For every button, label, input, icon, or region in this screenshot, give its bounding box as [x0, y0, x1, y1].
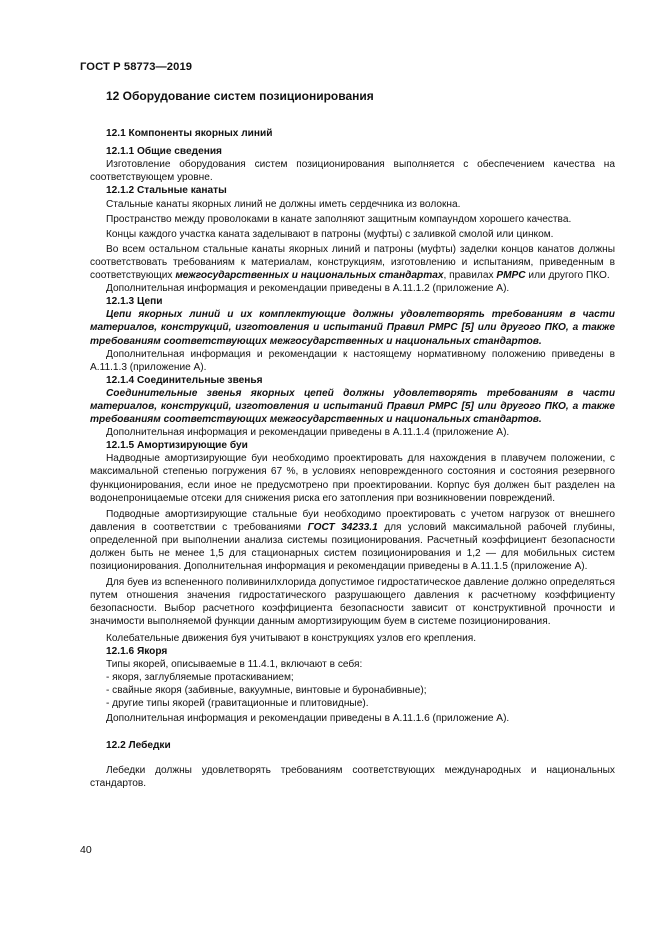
paragraph: Типы якорей, описываемые в 11.4.1, включают в себя: [106, 658, 363, 670]
document-header: ГОСТ Р 58773—2019 [80, 61, 193, 73]
paragraph: Дополнительная информация и рекомендации приведены в А.11.1.6 (приложение А). [106, 713, 510, 725]
paragraph: Лебедки должны удовлетворять требованиям соответствующих международных и национальных стандартов. [90, 765, 615, 790]
paragraph: Колебательные движения буя учитывают в конструкциях узлов его крепления. [106, 632, 477, 644]
subsection-title-12-1: 12.1 Компоненты якорных линий [106, 128, 273, 140]
paragraph: Дополнительная информация и рекомендации приведены в А.11.1.2 (приложение А). [106, 283, 510, 295]
paragraph: Изготовление оборудования систем позиционирования выполняется с обеспечением качества на соответствующем уровне. [90, 159, 615, 184]
text-run: или другого ПКО. [525, 270, 610, 282]
emphasis-text: межгосударственных и национальных стандартах [175, 270, 444, 282]
text-run: , правилах [443, 270, 497, 282]
paragraph: Пространство между проволоками в канате заполняют защитным компаундом хорошего качества. [106, 213, 572, 225]
clause-title-12-1-6: 12.1.6 Якоря [106, 645, 168, 657]
list-item: - другие типы якорей (гравитационные и плитовидные). [106, 698, 369, 710]
clause-title-12-1-5: 12.1.5 Амортизирующие буи [106, 440, 248, 452]
paragraph: Стальные канаты якорных линий не должны иметь сердечника из волокна. [106, 198, 461, 210]
emphasis-paragraph: Соединительные звенья якорных цепей должны удовлетворять требованиям в части материалов, конструкций, изготовления и испытаний Правил РМРС [5] или другого ПКО, а также требованиям соответствующих межгосударственных и национальных стандартов. [90, 387, 615, 426]
paragraph [90, 508, 615, 573]
standard-reference: ГОСТ 34233.1 [307, 521, 378, 533]
paragraph [90, 243, 615, 282]
paragraph: Дополнительная информация и рекомендации приведены в А.11.1.4 (приложение А). [106, 427, 510, 439]
page-content [90, 90, 615, 791]
clause-title-12-1-4: 12.1.4 Соединительные звенья [106, 374, 263, 386]
text-run: для условий максимальной рабочей глубины, определенной при выполнении анализа системы позиционирования. Расчетный коэффициент безопасности должен быть не менее 1,5 для стационарных систем позиционирования и 1,2 — для мобильных систем позиционирования. Дополнительная информация и рекомендации приведены в А.11.1.5 (приложение А). [90, 521, 616, 573]
list-item: - свайные якоря (забивные, вакуумные, винтовые и буронабивные); [106, 684, 427, 696]
paragraph: Для буев из вспененного поливинилхлорида допустимое гидростатическое давление должно определяться путем отношения значения гидростатического разрушающего давления к расчетному коэффициенту безопасности. Выбор расчетного коэффициента безопасности зависит от конструктивной прочности и значимости выполняемой функции данным амортизирующим буем в системе позиционирования. [90, 577, 615, 628]
subsection-title-12-2: 12.2 Лебедки [106, 740, 171, 752]
paragraph: Концы каждого участка каната заделывают в патроны (муфты) с заливкой смолой или цинком. [106, 228, 554, 240]
section-title: 12 Оборудование систем позиционирования [106, 89, 374, 103]
emphasis-paragraph: Цепи якорных линий и их комплектующие должны удовлетворять требованиям в части материалов, конструкций, изготовления и испытаний Правил РМРС [5] или другого ПКО, а также требованиям соответствующих межгосударственных и национальных стандартов. [90, 309, 615, 347]
clause-title-12-1-3: 12.1.3 Цепи [106, 296, 163, 308]
text-run: Подводные амортизирующие стальные буи необходимо проектировать с учетом нагрузок от внешнего давления в соответствии с требованиями [90, 508, 615, 533]
page-number: 40 [80, 844, 92, 856]
clause-title-12-1-2: 12.1.2 Стальные канаты [106, 185, 227, 197]
clause-title-12-1-1: 12.1.1 Общие сведения [106, 146, 222, 158]
emphasis-text: РМРС [496, 270, 526, 282]
paragraph: Дополнительная информация и рекомендации к настоящему нормативному положению приведены в А.11.1.3 (приложение А). [90, 348, 615, 373]
text-run: Во всем остальном стальные канаты якорных линий и патроны (муфты) заделки концов канатов должны соответствовать требованиям к материалам, конструкциям, изготовлению и испытаниям, приведенным в соответствующих [90, 243, 615, 282]
paragraph: Надводные амортизирующие буи необходимо проектировать для нахождения в плавучем положении, с максимальной степенью погружения 67 %, в условиях неповрежденного состояния и состояния резервного функционирования, если иное не предусмотрено при проектировании. Корпус буя должен быт разделен на водонепроницаемые отсеки для снижения риска его затопления при возникновении повреждений. [90, 453, 615, 504]
list-item: - якоря, заглубляемые протаскиванием; [106, 671, 294, 683]
